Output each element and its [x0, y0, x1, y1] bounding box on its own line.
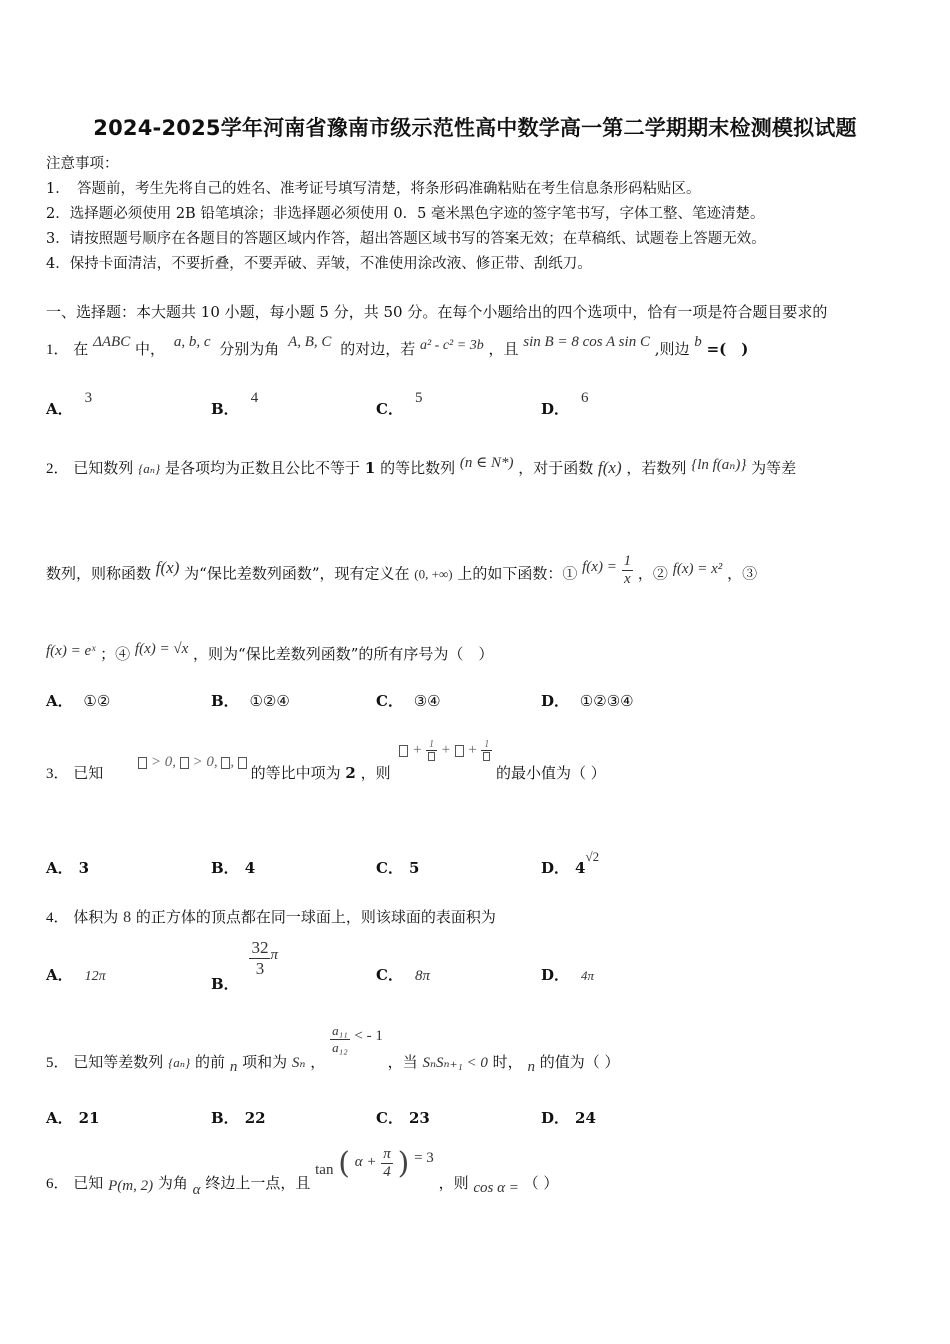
q5-fraction: $\frac{\text{a₁₁}}{\text{a₁₂}}$	[332, 1023, 348, 1055]
q2-math-f1: f(x) =	[582, 558, 617, 575]
q2-text: 数列，则称函数	[46, 564, 152, 583]
q1-math-angles: A, B, C	[288, 334, 332, 350]
q5-option-c: C． 23	[376, 1109, 430, 1127]
q2-text: 为等差	[751, 459, 797, 477]
q3-bold-two: 2	[345, 764, 356, 782]
q6-math-alpha: α	[192, 1181, 201, 1198]
q3-text: 的等比中项为	[250, 764, 341, 782]
q1-option-a: A．3	[46, 390, 93, 418]
q3-option-a: A． 3	[46, 859, 90, 877]
missing-glyph-icon	[138, 757, 147, 769]
q1-math-sine: sin B = 8 cos A sin C	[523, 334, 650, 350]
notice-item: 4．保持卡面清洁，不要折叠，不要弄破、弄皱，不准使用涂改液、修正带、刮纸刀。	[46, 256, 592, 272]
section-heading: 一、选择题：本大题共 10 小题，每小题 5 分，共 50 分。在每个小题给出的四个选项中，恰有一项是符合题目要求的	[46, 303, 828, 321]
q3-math-expression: + 1 + + 1	[399, 742, 496, 758]
q1-option-c: C．5	[376, 390, 423, 418]
question-5	[46, 1023, 620, 1075]
q5-math-seq: {aₙ}	[168, 1054, 191, 1070]
question-3	[46, 739, 606, 786]
question-4	[46, 906, 496, 927]
q5-math-product: SₙSₙ₊₁ < 0	[422, 1054, 488, 1071]
q5-text: 的值为（ ）	[539, 1052, 620, 1071]
q1-math-condition: a² - c² = 3b	[419, 338, 484, 353]
q1-text: ，且	[488, 340, 519, 358]
q5-math-n: n	[229, 1058, 238, 1075]
notice-heading: 注意事项：	[46, 156, 119, 172]
q2-text: 是各项均为正数且公比不等于	[165, 459, 361, 477]
missing-glyph-icon	[455, 745, 464, 757]
q6-math-cos: cos α =	[473, 1179, 519, 1196]
q6-math-eq: = 3	[414, 1149, 434, 1166]
q2-option-d: D． ①②③④	[541, 692, 634, 710]
q4-option-c: C． 8π	[376, 966, 430, 984]
q3-text: ，则	[360, 764, 391, 782]
q6-fraction: $\frac{\pi}{4}$	[383, 1146, 391, 1180]
q2-bold-one: 1	[364, 459, 376, 477]
q2-text: ，则为“保比差数列函数”的所有序号为（ ）	[193, 645, 494, 663]
q2-math-lnseq: {ln f(aₙ)}	[691, 457, 747, 473]
q2-text: ；④	[100, 645, 131, 663]
q1-text: 在	[73, 340, 89, 358]
question-number: 6．	[46, 1175, 69, 1192]
q3-text: 的最小值为（ ）	[496, 764, 606, 782]
q2-math-f4: f(x) = √x	[134, 641, 189, 657]
q4-text: 体积为	[73, 908, 119, 926]
q5-math-s: Sₙ	[291, 1054, 306, 1071]
q3-math-condition: > 0, > 0, ,	[138, 754, 251, 770]
missing-glyph-icon	[221, 757, 230, 769]
q6-math-alpha-plus: α +	[354, 1153, 377, 1170]
q4-option-b: B． $\frac{32}{3}$ π	[211, 938, 278, 993]
q2-text: ，对于函数	[518, 459, 594, 477]
q4-option-d: D． 4π	[541, 966, 595, 984]
q1-math-triangle: ΔABC	[93, 334, 131, 350]
q2-text: ，若数列	[626, 459, 687, 477]
question-6: 6． 已知 P(m, 2) 为角 α 终边上一点，且 tan ( α + $\frac{\pi}{4}$ ) = 3 ，则 cos α = （ ）	[46, 1146, 559, 1198]
q5-text: ，当	[387, 1052, 418, 1071]
q5-text: 已知等差数列	[73, 1052, 164, 1071]
q2-text: 已知数列	[73, 459, 134, 477]
q2-option-c: C． ③④	[376, 692, 441, 710]
q2-text: 为“保比差数列函数”，现有定义在	[184, 564, 410, 583]
q6-text: ，则	[438, 1173, 469, 1192]
q5-option-d: D． 24	[541, 1109, 596, 1127]
page-title: 2024-2025学年河南省豫南市级示范性高中数学高一第二学期期末检测模拟试题	[93, 116, 857, 140]
q1-text: =( )	[706, 340, 749, 358]
missing-glyph-icon	[238, 757, 247, 769]
question-1	[46, 334, 749, 359]
q6-text: 已知	[73, 1173, 104, 1192]
q3-text: 已知	[73, 764, 104, 782]
q3-option-b: B． 4	[211, 859, 256, 877]
missing-glyph-icon	[399, 745, 408, 757]
q6-math-tan: tan	[315, 1161, 334, 1178]
q1-text: ,则边	[654, 340, 690, 358]
q2-math-f3: f(x) = eˣ	[46, 643, 96, 659]
q5-option-b: B． 22	[211, 1109, 266, 1127]
q2-fraction: $\frac{1}{x}$	[623, 553, 632, 587]
q2-math-n: (n ∈ N*)	[459, 455, 514, 471]
q6-text: 为角	[157, 1173, 188, 1192]
q4-math-8: 8	[123, 909, 132, 926]
q2-math-seq: {aₙ}	[138, 461, 161, 476]
q1-option-b: B．4	[211, 390, 259, 418]
missing-glyph-icon	[180, 757, 189, 769]
question-number: 4．	[46, 910, 69, 926]
q2-math-f: f(x)	[155, 557, 180, 577]
q1-text: 分别为角	[219, 340, 280, 358]
q1-option-d: D．6	[541, 390, 589, 418]
question-2-line-3	[46, 643, 493, 664]
q2-math-f: f(x)	[598, 458, 622, 477]
q4-option-a: A． 12π	[46, 966, 106, 984]
notice-item: 3．请按照题号顺序在各题目的答题区域内作答，超出答题区域书写的答案无效；在草稿纸、试题卷上答题无效。	[46, 231, 766, 247]
q2-math-f2: f(x) = x²	[672, 560, 723, 577]
question-number: 5．	[46, 1054, 69, 1071]
q6-math-point: P(m, 2)	[108, 1177, 154, 1194]
question-2	[46, 457, 796, 478]
q2-text: 的等比数列	[380, 459, 456, 477]
q2-math-domain: (0, +∞)	[414, 566, 453, 582]
q4-text: 的正方体的顶点都在同一球面上，则该球面的表面积为	[135, 908, 496, 926]
question-2-line-2	[46, 553, 758, 592]
q2-option-a: A． ①②	[46, 692, 111, 710]
q5-math-n: n	[527, 1058, 535, 1075]
q2-text: 上的如下函数：①	[457, 564, 578, 583]
q5-text: ，	[310, 1052, 326, 1071]
q6-text: 终边上一点，且	[205, 1173, 311, 1192]
q6-text: （ ）	[523, 1173, 559, 1192]
q3-option-d: D． 4√2	[541, 849, 600, 877]
q5-text: 的前	[195, 1052, 226, 1071]
q5-text: 时，	[492, 1052, 523, 1071]
question-number: 2．	[46, 461, 69, 477]
q1-math-b: b	[694, 334, 702, 350]
q1-math-sides: a, b, c	[173, 334, 211, 350]
notice-item: 1． 答题前，考生先将自己的姓名、准考证号填写清楚，将条形码准确粘贴在考生信息条形码粘贴区。	[46, 181, 701, 197]
q1-text: 的对边，若	[340, 340, 416, 358]
q1-text: 中，	[135, 340, 166, 358]
q5-option-a: A． 21	[46, 1109, 100, 1127]
q3-option-c: C． 5	[376, 859, 420, 877]
q2-option-b: B． ①②④	[211, 692, 290, 710]
q2-text: ，②	[637, 564, 668, 583]
notice-item: 2．选择题必须使用 2B 铅笔填涂；非选择题必须使用 0．5 毫米黑色字迹的签字笔书写，字体工整、笔迹清楚。	[46, 206, 765, 222]
question-number: 3．	[46, 766, 69, 782]
q5-text: 项和为	[242, 1052, 288, 1071]
q2-text: ，③	[727, 564, 758, 583]
q5-math-ineq: < - 1	[354, 1027, 383, 1044]
question-number: 1．	[46, 342, 69, 358]
